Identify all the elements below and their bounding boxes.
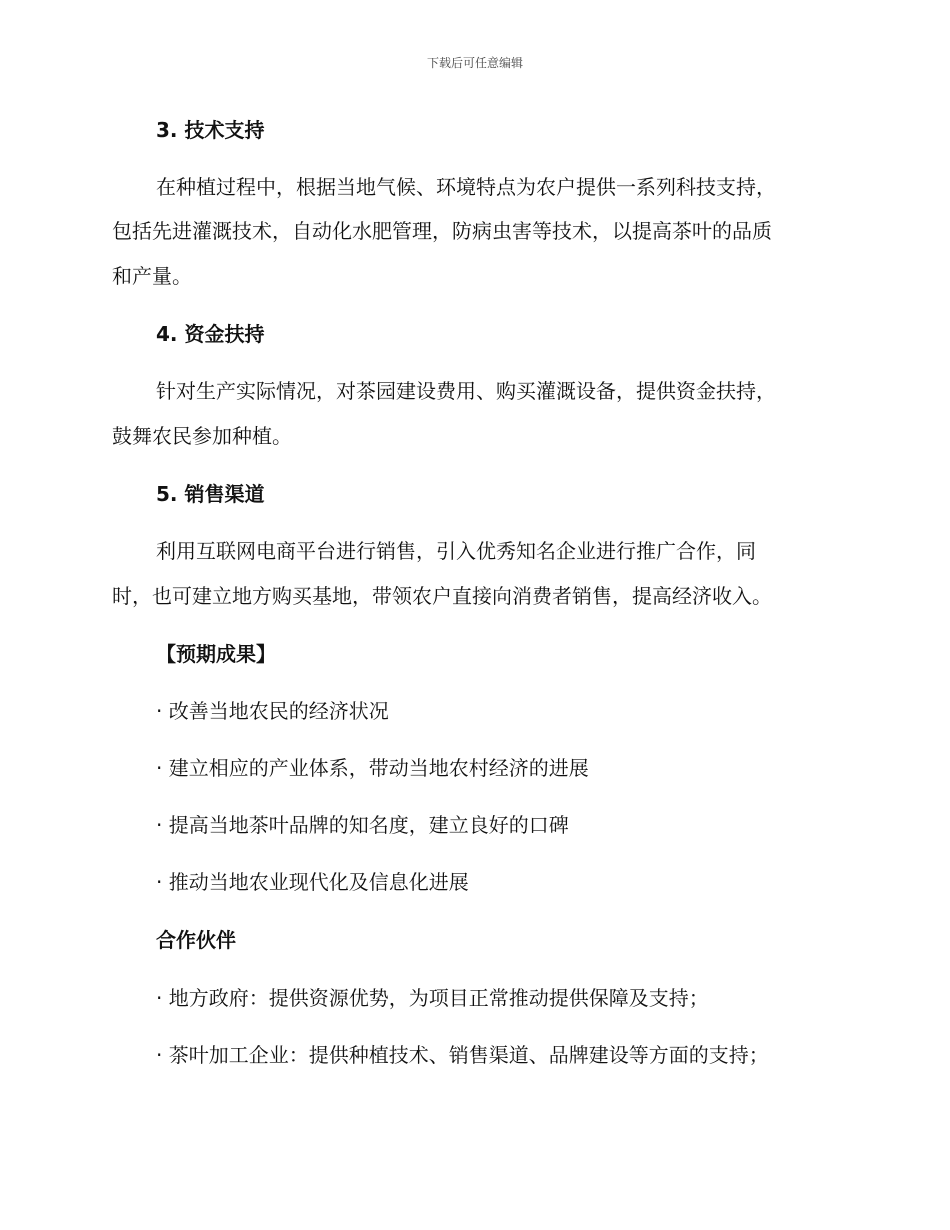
paragraph-line: 和产量。 xyxy=(112,264,192,288)
section-heading-sales-channels: 5. 销售渠道 xyxy=(156,482,265,506)
list-item: · 提高当地茶叶品牌的知名度，建立良好的口碑 xyxy=(156,813,569,837)
section-heading-partners: 合作伙伴 xyxy=(156,928,236,952)
list-item: · 茶叶加工企业：提供种植技术、销售渠道、品牌建设等方面的支持； xyxy=(156,1043,769,1067)
paragraph-line: 时，也可建立地方购买基地，带领农户直接向消费者销售，提高经济收入。 xyxy=(112,584,772,608)
paragraph-line: 针对生产实际情况，对茶园建设费用、购买灌溉设备，提供资金扶持， xyxy=(156,379,776,403)
list-item: · 改善当地农民的经济状况 xyxy=(156,699,389,723)
paragraph-line: 包括先进灌溉技术，自动化水肥管理，防病虫害等技术，以提高茶叶的品质 xyxy=(112,219,772,243)
section-heading-tech-support: 3. 技术支持 xyxy=(156,118,265,142)
section-heading-funding: 4. 资金扶持 xyxy=(156,322,265,346)
page-header-note: 下载后可任意编辑 xyxy=(426,56,523,70)
list-item: · 建立相应的产业体系，带动当地农村经济的进展 xyxy=(156,756,589,780)
list-item: · 推动当地农业现代化及信息化进展 xyxy=(156,870,469,894)
section-heading-expected-results: 【预期成果】 xyxy=(156,642,276,666)
paragraph-line: 利用互联网电商平台进行销售，引入优秀知名企业进行推广合作，同 xyxy=(156,539,756,563)
paragraph-line: 在种植过程中，根据当地气候、环境特点为农户提供一系列科技支持， xyxy=(156,175,776,199)
paragraph-line: 鼓舞农民参加种植。 xyxy=(112,424,292,448)
list-item: · 地方政府：提供资源优势，为项目正常推动提供保障及支持； xyxy=(156,986,709,1010)
